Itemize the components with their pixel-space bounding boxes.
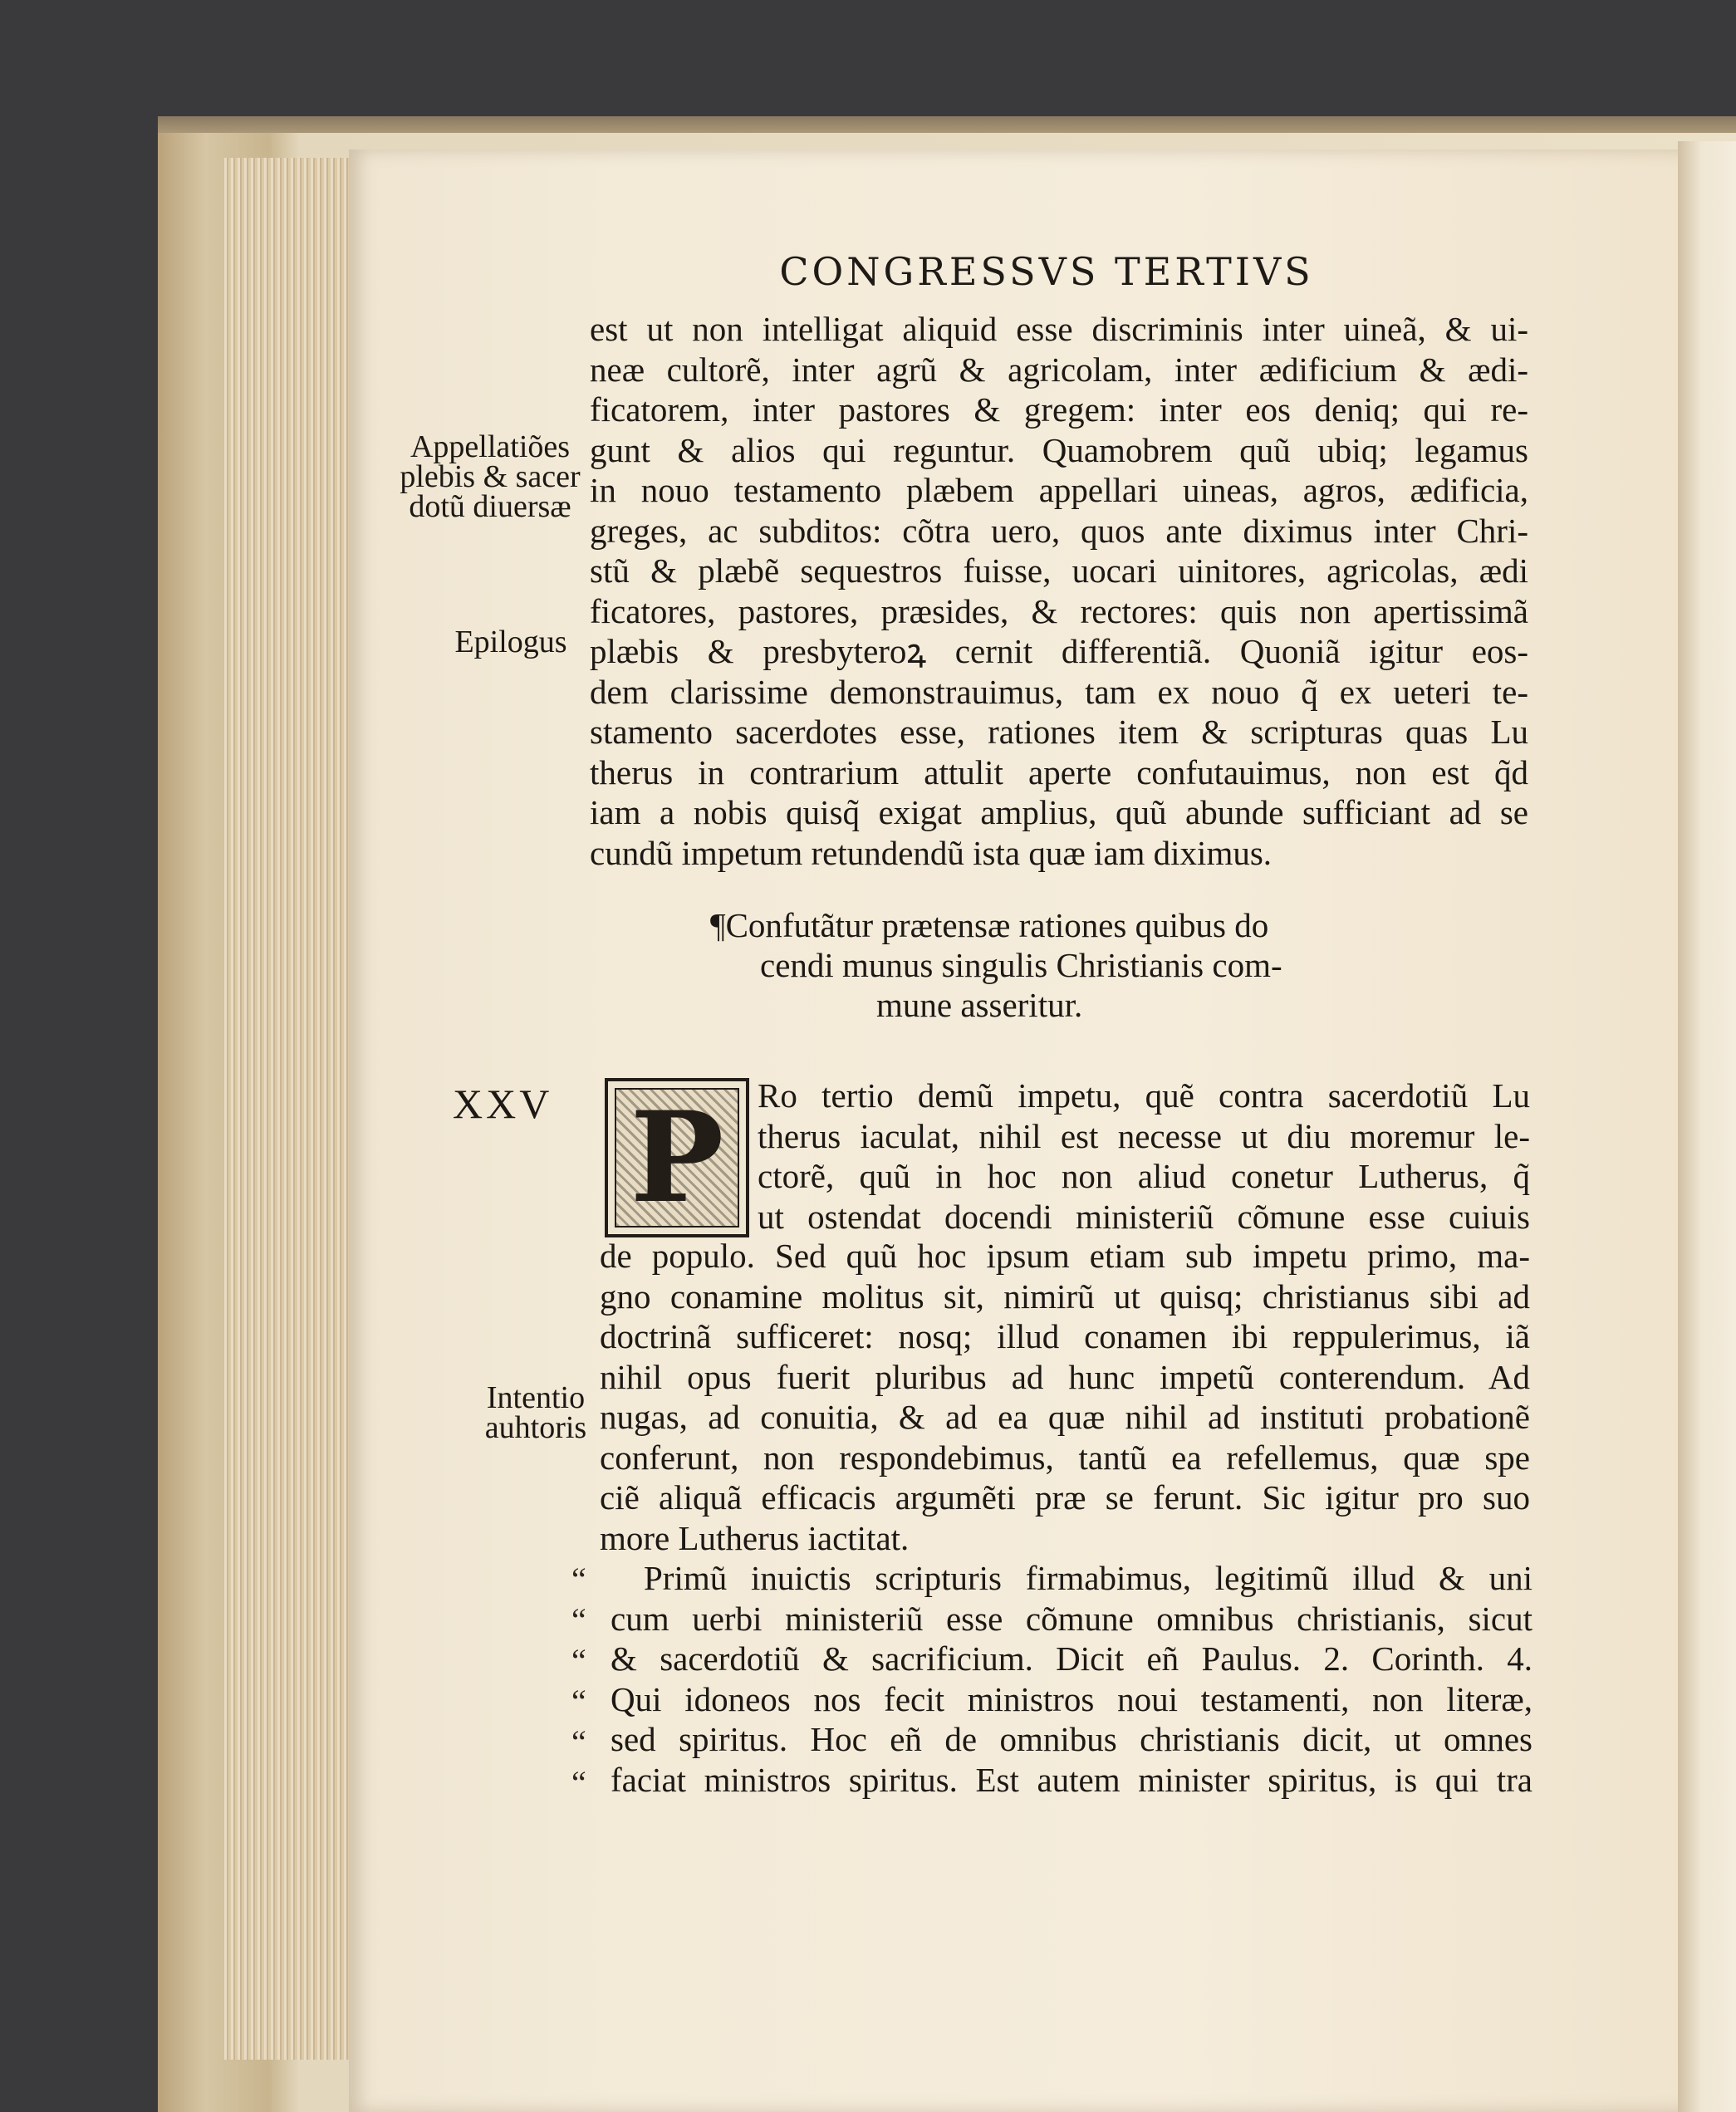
text-line: Primũ inuictis scripturis firmabimus, legitimũ illud & uni: [644, 1559, 1532, 1597]
page-edges: [224, 158, 352, 2060]
subheading-line: cendi munus singulis Christianis com-: [760, 946, 1282, 984]
quote-mark: “: [571, 1561, 586, 1598]
text-line: greges, ac subditos: cõtra uero, quos ante diximus inter Chri-: [590, 511, 1528, 550]
text-line: ctorẽ, quũ in hoc non aliud conetur Lutherus, q̃: [758, 1157, 1530, 1195]
text-line: dem clarissime demonstrauimus, tam ex nouo q̃ ex ueteri te-: [590, 672, 1528, 711]
text-line: de populo. Sed quũ hoc ipsum etiam sub impetu primo, ma-: [600, 1237, 1530, 1275]
text-line: ficatores, pastores, præsides, & rectores: quis non apertissimã: [590, 591, 1528, 630]
quote-mark: “: [571, 1683, 586, 1720]
decorated-initial: [605, 1078, 749, 1237]
margin-note-appellationes: [390, 429, 590, 524]
text-line: iam a nobis quisq̃ exigat amplius, quũ abunde sufficiant ad se: [590, 793, 1528, 831]
text-line: ut ostendat docendi ministeriũ cõmune esse cuiuis: [758, 1197, 1530, 1236]
quote-mark: “: [571, 1723, 586, 1761]
running-head: CONGRESSVS TERTIVS: [779, 249, 1314, 294]
text-line: in nouo testamento plæbem appellari uineas, agros, ædificia,: [590, 471, 1528, 509]
quote-mark: “: [571, 1642, 586, 1679]
initial-letter: P: [615, 1088, 739, 1228]
text-line: & sacerdotiũ & sacrificium. Dicit eñ Paulus. 2. Corinth. 4.: [611, 1639, 1532, 1678]
margin-note-intentio: [469, 1380, 602, 1445]
text-line: est ut non intelligat aliquid esse discriminis inter uineã, & ui-: [590, 310, 1528, 348]
text-line: doctrinã sufficeret: nosq; illud conamen ibi reppulerimus, iã: [600, 1317, 1530, 1355]
margin-note-line: Intentio: [486, 1380, 586, 1415]
text-line: Ro tertio demũ impetu, quẽ contra sacerdotiũ Lu: [758, 1076, 1530, 1115]
margin-note-line: dotũ diuersæ: [409, 489, 571, 524]
quote-mark: “: [571, 1601, 586, 1639]
section-number: XXV: [453, 1081, 553, 1127]
text-line: nihil opus fuerit pluribus ad hunc impetũ conterendum. Ad: [600, 1357, 1530, 1396]
text-line: conferunt, non respondebimus, tantũ ea refellemus, quæ spe: [600, 1438, 1530, 1477]
text-line: faciat ministros spiritus. Est autem minister spiritus, is qui tra: [611, 1760, 1532, 1799]
text-line: cum uerbi ministeriũ esse cõmune omnibus christianis, sicut: [611, 1599, 1532, 1638]
text-line: gno conamine molitus sit, nimirũ ut quisq; christianus sibi ad: [600, 1277, 1530, 1316]
margin-note-line: auhtoris: [484, 1410, 587, 1445]
text-line: sed spiritus. Hoc eñ de omnibus christianis dicit, ut omnes: [611, 1720, 1532, 1758]
margin-note-line: Appellatiões: [409, 429, 571, 464]
text-line: ficatorem, inter pastores & gregem: inter eos deniq; qui re-: [590, 390, 1528, 429]
margin-note-line: plebis & sacer: [400, 459, 581, 494]
text-line: stamento sacerdotes esse, rationes item & scripturas quas Lu: [590, 713, 1528, 751]
subheading-line: mune asseritur.: [876, 986, 1083, 1024]
text-line: therus in contrarium attulit aperte confutauimus, non est q̃d: [590, 752, 1528, 791]
text-line: cundũ impetum retundendũ ista quæ iam diximus.: [590, 833, 1273, 872]
facing-page-gutter: [1678, 141, 1736, 2112]
text-line: Qui idoneos nos fecit ministros noui testamenti, non literæ,: [611, 1679, 1532, 1718]
text-line: plæbis & presbyteroꝝ cernit differentiã. Quoniã igitur eos-: [590, 632, 1528, 670]
text-block-1: [590, 309, 1528, 873]
text-block-initial: [758, 1076, 1530, 1237]
text-line: neæ cultorẽ, inter agrũ & agricolam, inter ædificium & ædi-: [590, 350, 1528, 389]
text-line: ciẽ aliquã efficacis argumẽti præ se ferunt. Sic igitur pro suo: [600, 1478, 1530, 1517]
text-line: gunt & alios qui reguntur. Quamobrem quũ ubiq; legamus: [590, 430, 1528, 469]
text-block-2: [600, 1236, 1530, 1558]
subheading-line: ¶Confutãtur prætensæ rationes quibus do: [710, 906, 1269, 944]
text-block-quoted: [611, 1558, 1532, 1800]
subheading: [710, 905, 1408, 1025]
quote-mark: “: [571, 1764, 586, 1801]
text-line: stũ & plæbẽ sequestros fuisse, uocari uinitores, agricolas, ædi: [590, 551, 1528, 590]
text-line: therus iaculat, nihil est necesse ut diu moremur le-: [758, 1116, 1530, 1155]
text-line: nugas, ad conuitia, & ad ea quæ nihil ad instituti probationẽ: [600, 1398, 1530, 1436]
text-line: more Lutherus iactitat.: [600, 1518, 910, 1557]
margin-note-epilogus: Epilogus: [454, 625, 567, 659]
